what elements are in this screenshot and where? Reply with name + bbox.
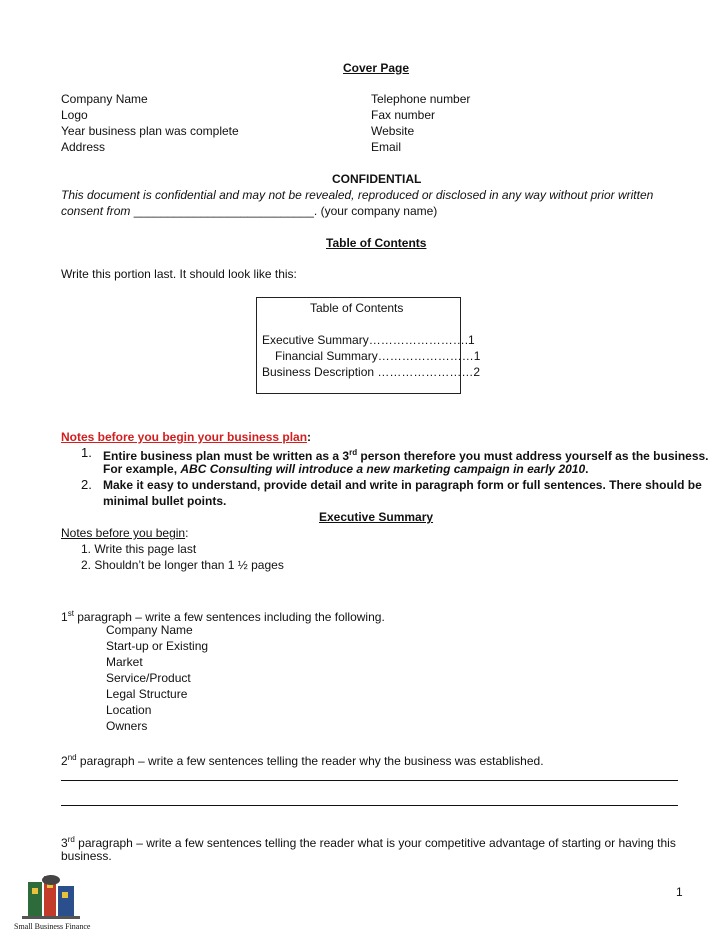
exec-note-2: 2. Shouldn’t be longer than 1 ½ pages <box>81 558 284 572</box>
page-number: 1 <box>676 885 683 899</box>
toc-entry-business-description: Business Description ……………………2 <box>262 365 481 379</box>
p1-item-startup: Start-up or Existing <box>106 639 209 653</box>
paragraph1-instruction: 1st paragraph – write a few sentences including the following. <box>61 609 385 624</box>
consent-prefix: consent from <box>61 204 131 218</box>
notes-item2-line2: minimal bullet points. <box>103 494 227 508</box>
logo-icon <box>14 872 90 922</box>
p1-item-legal: Legal Structure <box>106 687 188 701</box>
p1-item-location: Location <box>106 703 152 717</box>
toc-instruction: Write this portion last. It should look like this: <box>61 267 297 281</box>
notes-heading: Notes before you begin your business plan <box>61 430 308 444</box>
paragraph3-instruction: 3rd paragraph – write a few sentences telling the reader what is your competitive advantage of starting or having this <box>61 835 676 850</box>
exec-notes-heading-line: Notes before you begin: <box>61 526 189 540</box>
cover-field-year: Year business plan was complete <box>61 124 239 138</box>
toc-box-title: Table of Contents <box>310 301 404 315</box>
cover-field-telephone: Telephone number <box>371 92 471 106</box>
paragraph2-instruction: 2nd paragraph – write a few sentences telling the reader why the business was established. <box>61 753 544 768</box>
confidential-text-line1: This document is confidential and may not be revealed, reproduced or disclosed in any way without prior written <box>61 188 654 202</box>
p1-item-owners: Owners <box>106 719 148 733</box>
p1-item-market: Market <box>106 655 143 669</box>
cover-field-email: Email <box>371 140 402 154</box>
p1-item-service: Service/Product <box>106 671 191 685</box>
confidential-heading: CONFIDENTIAL <box>332 172 422 186</box>
exec-note-1: 1. Write this page last <box>81 542 197 556</box>
notes-item1-line1: Entire business plan must be written as a 3rd person therefore you must address yourself as the business. <box>103 448 709 463</box>
cover-field-address: Address <box>61 140 106 154</box>
logo-text: Small Business Finance <box>14 922 91 931</box>
toc-entry-executive-summary: Executive Summary…………………….1 <box>262 333 475 347</box>
writing-line-2 <box>61 805 678 806</box>
notes-item2-line1: Make it easy to understand, provide detail and write in paragraph form or full sentences. There should be <box>103 478 702 492</box>
toc-heading: Table of Contents <box>326 236 427 250</box>
notes-item1-line2: For example, ABC Consulting will introduce a new marketing campaign in early 2010. <box>103 462 589 476</box>
notes-heading-line: Notes before you begin your business plan: <box>61 430 312 444</box>
paragraph3-instruction-line2: business. <box>61 849 112 863</box>
notes-item1-number: 1. <box>81 445 92 460</box>
small-business-finance-logo <box>14 872 90 934</box>
cover-field-website: Website <box>371 124 415 138</box>
consent-suffix: . (your company name) <box>313 204 438 218</box>
cover-field-logo: Logo <box>61 108 88 122</box>
p1-item-company-name: Company Name <box>106 623 193 637</box>
executive-summary-heading: Executive Summary <box>319 510 434 524</box>
cover-page-heading: Cover Page <box>343 61 410 75</box>
notes-item2-number: 2. <box>81 477 92 492</box>
writing-line-1 <box>61 780 678 781</box>
toc-entry-financial-summary: Financial Summary……………………1 <box>275 349 481 363</box>
confidential-text-line2 <box>61 203 437 219</box>
company-name-blank: ___________________________ <box>133 204 314 218</box>
cover-field-fax: Fax number <box>371 108 436 122</box>
cover-field-company-name: Company Name <box>61 92 148 106</box>
